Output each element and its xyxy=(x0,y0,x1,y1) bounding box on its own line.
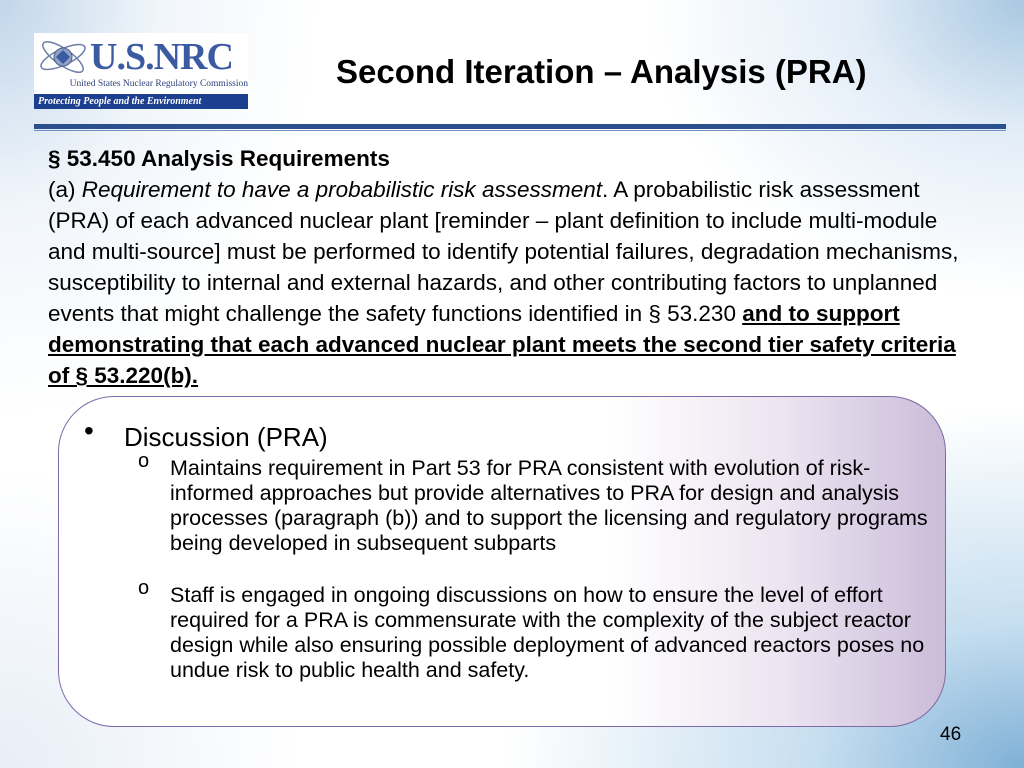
logo-tagline: Protecting People and the Environment xyxy=(34,94,248,109)
bullet-icon: • xyxy=(84,415,94,446)
requirement-paragraph xyxy=(48,174,978,391)
logo-wordmark: U.S.NRC xyxy=(90,36,233,78)
discussion-item: Maintains requirement in Part 53 for PRA consistent with evolution of risk-informed approaches but provide alternatives to PRA for design and analysis processes (paragraph (b)) and to support the licensing and regulatory programs being developed in subsequent subparts xyxy=(170,456,928,555)
discussion-heading: Discussion (PRA) xyxy=(124,422,328,452)
sub-bullet-icon: o xyxy=(138,577,150,599)
paragraph-body: . A probabilistic risk assessment (PRA) of each advanced nuclear plant [reminder – plant definition to include multi-module and multi-source] must be performed to identify potential failures, degradation mechanisms, susceptibility to internal and external hazards, and other contributing factors to unplanned events that might challenge the safety functions identified in § 53.230 xyxy=(48,177,959,326)
discussion-item: Staff is engaged in ongoing discussions on how to ensure the level of effort required for a PRA is commensurate with the complexity of the subject reactor design while also ensuring possible deployment of advanced reactors poses no undue risk to public health and safety. xyxy=(170,583,925,682)
nrc-logo xyxy=(34,33,248,109)
paragraph-emphasis: and to support demonstrating that each advanced nuclear plant meets the second tier safety criteria of § 53.220(b). xyxy=(48,301,956,388)
paragraph-italic-title: Requirement to have a probabilistic risk assessment xyxy=(81,177,602,202)
section-heading: § 53.450 Analysis Requirements xyxy=(48,146,390,171)
page-number: 46 xyxy=(940,724,962,745)
paragraph-prefix: (a) xyxy=(48,177,82,202)
requirement-text xyxy=(48,143,978,391)
logo-agency-name: United States Nuclear Regulatory Commission xyxy=(69,79,248,89)
atom-emblem-icon xyxy=(36,35,90,79)
title-divider xyxy=(34,124,1006,129)
sub-bullet-icon: o xyxy=(138,450,150,472)
slide-title: Second Iteration – Analysis (PRA) xyxy=(336,53,867,90)
title-divider-thin xyxy=(34,130,1006,131)
